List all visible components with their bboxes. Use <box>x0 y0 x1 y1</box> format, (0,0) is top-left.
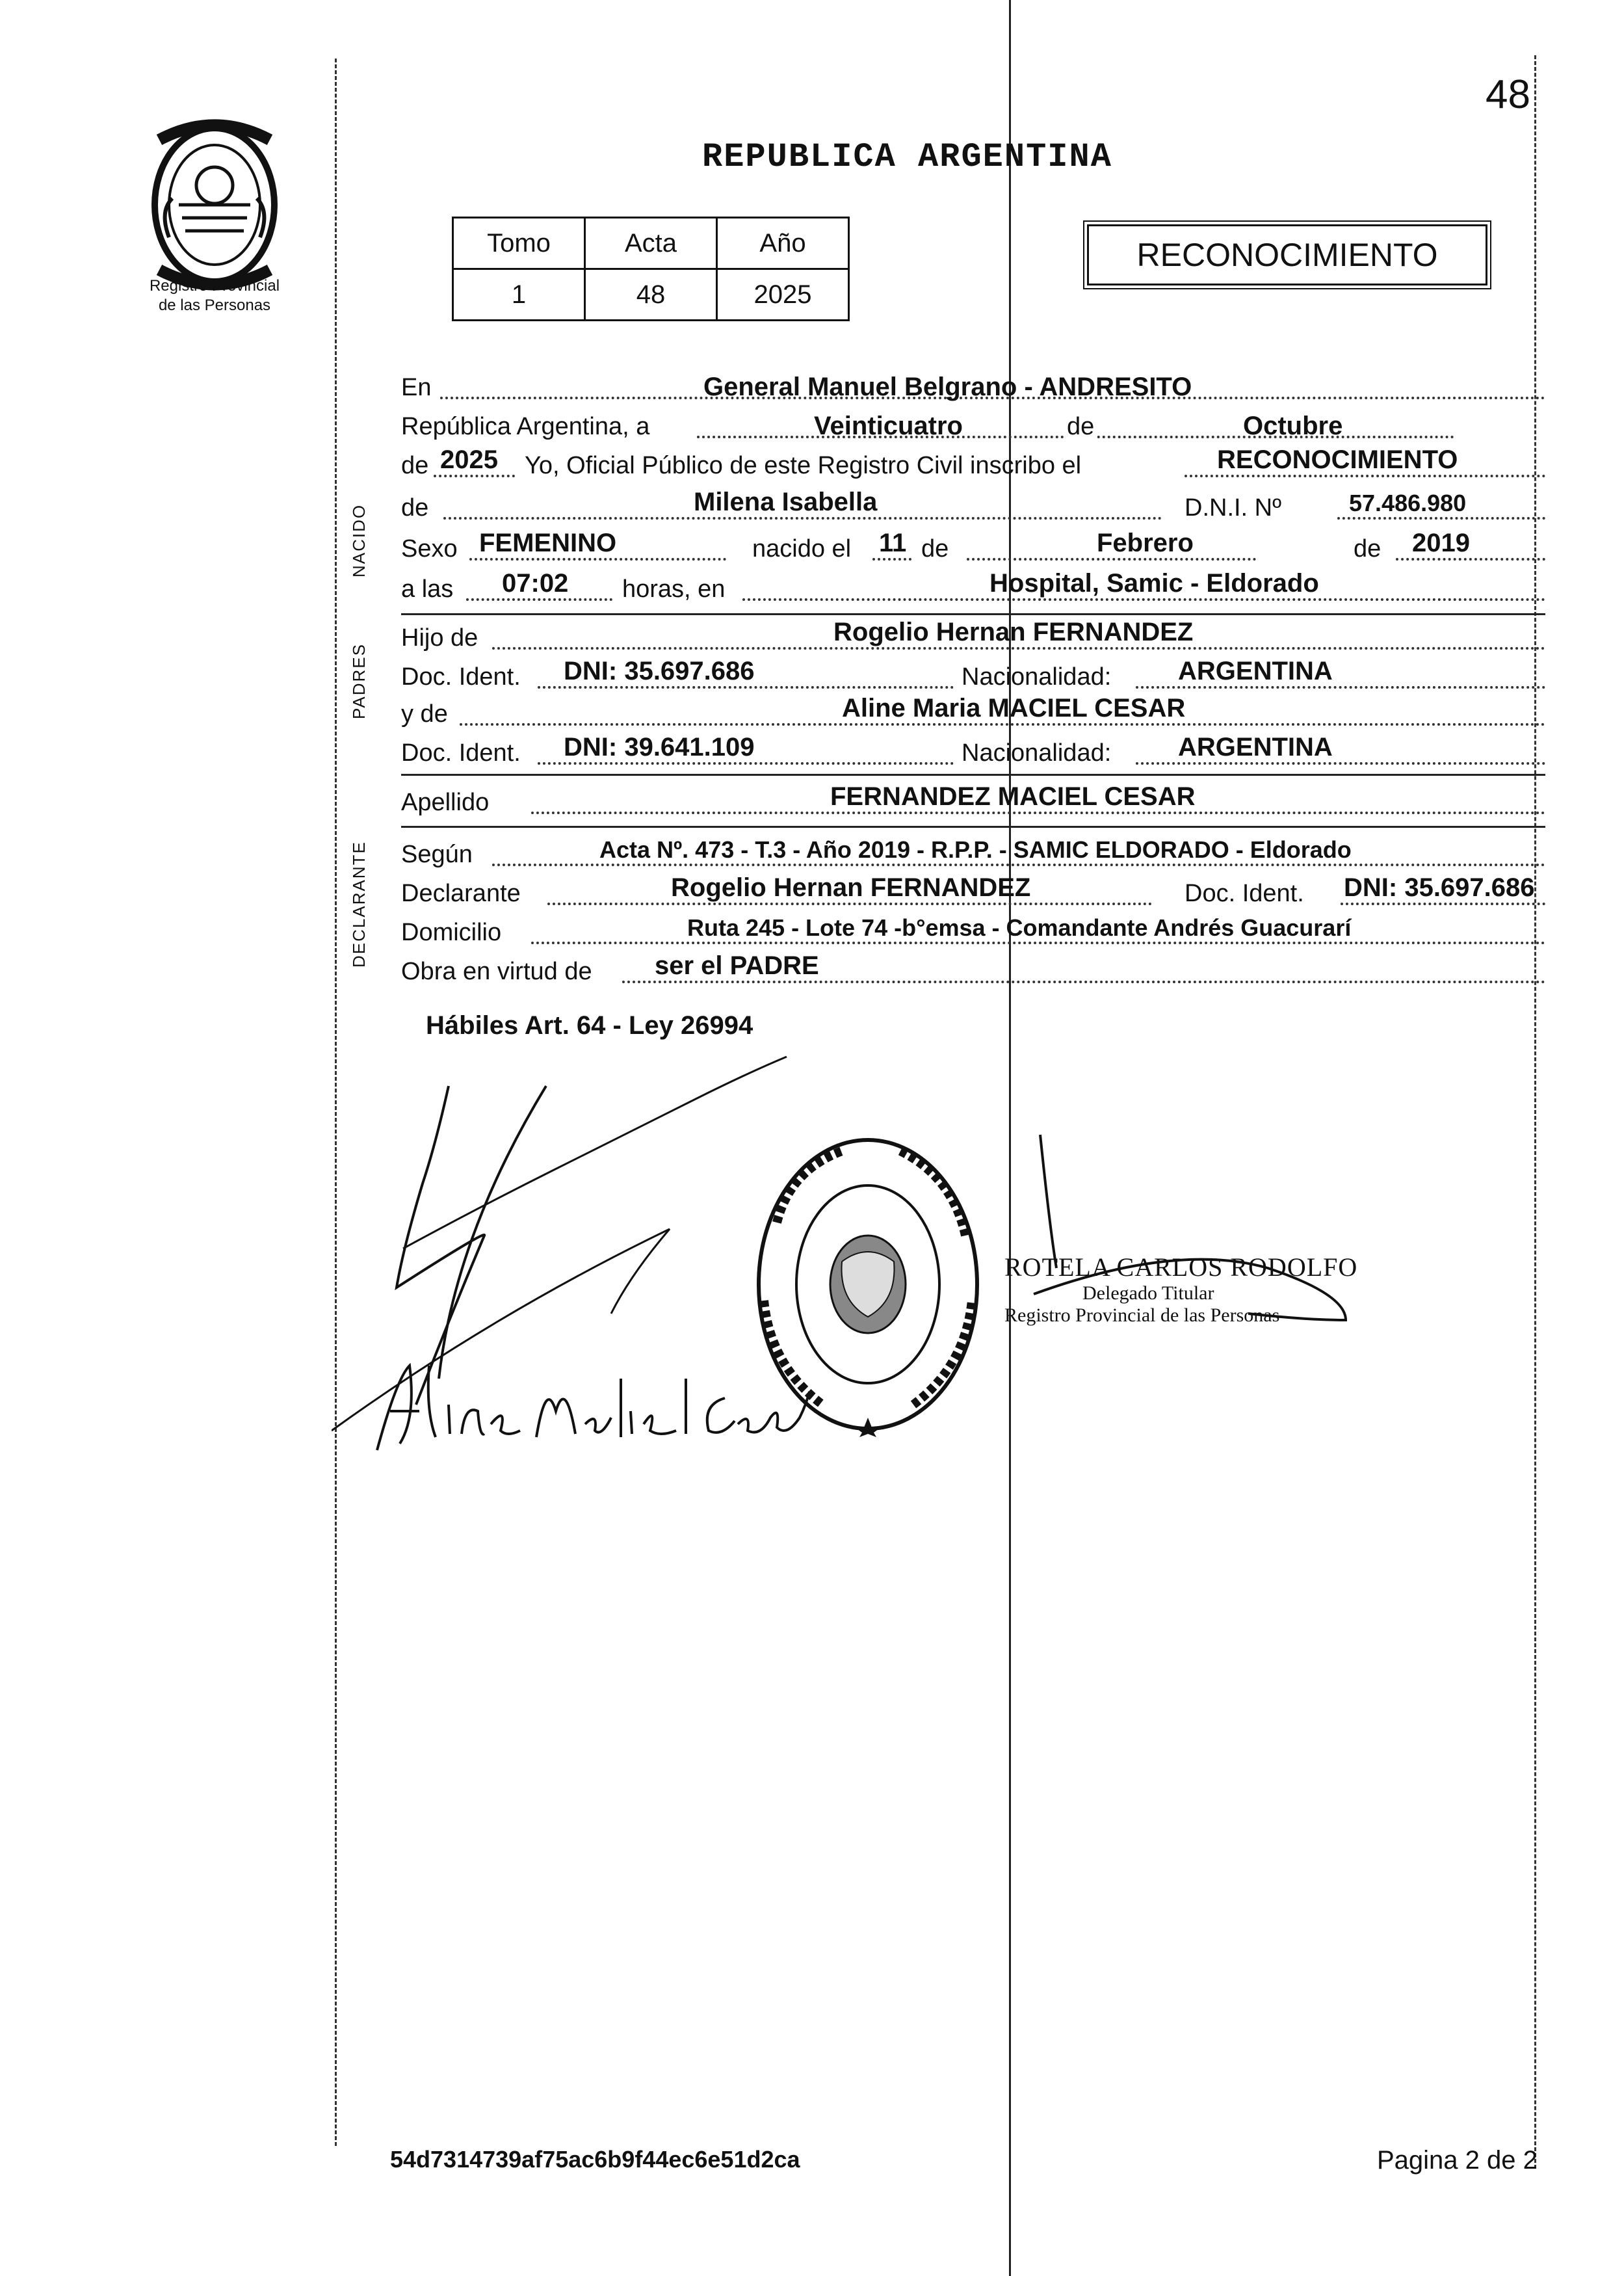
label-republica: República Argentina, a <box>401 413 650 440</box>
row-sexo <box>401 525 1545 567</box>
label-dni: D.N.I. Nº <box>1185 494 1281 522</box>
signer-name: ROTELA CARLOS RODOLFO <box>1004 1252 1358 1282</box>
signer-title-2: Registro Provincial de las Personas <box>1004 1304 1280 1326</box>
document-type-box: RECONOCIMIENTO <box>1087 224 1487 285</box>
registry-caption-line2: de las Personas <box>158 297 271 314</box>
registry-caption-line1: Registro Provincial <box>149 277 280 295</box>
row-madre-doc <box>401 730 1545 771</box>
value-doc-1: DNI: 35.697.686 <box>564 657 755 685</box>
label-segun: Según <box>401 841 473 868</box>
page-indicator: Pagina 2 de 2 <box>1377 2146 1538 2175</box>
value-dni: 57.486.980 <box>1349 490 1467 516</box>
row-madre <box>401 691 1545 732</box>
value-madre: Aline Maria MACIEL CESAR <box>842 694 1186 722</box>
value-tomo: 1 <box>453 269 585 321</box>
page-number: 48 <box>1486 72 1530 117</box>
label-alas: a las <box>401 576 454 603</box>
label-de: de <box>1064 413 1097 441</box>
value-mes: Octubre <box>1243 412 1343 440</box>
value-inscribo: RECONOCIMIENTO <box>1217 445 1458 474</box>
label-doc-1: Doc. Ident. <box>401 663 521 691</box>
value-domicilio: Ruta 245 - Lote 74 -b°emsa - Comandante Andrés Guacurarí <box>687 914 1352 941</box>
label-yde: y de <box>401 700 448 728</box>
label-nac-1: Nacionalidad: <box>962 663 1112 691</box>
label-horas-en: horas, en <box>622 576 726 603</box>
value-en: General Manuel Belgrano - ANDRESITO <box>703 373 1192 401</box>
text-yo: Yo, Oficial Público de este Registro Civil inscribo el <box>525 452 1082 479</box>
label-declarante: Declarante <box>401 880 521 907</box>
value-hora: 07:02 <box>502 569 569 598</box>
value-declarante: Rogelio Hernan FERNANDEZ <box>671 873 1031 902</box>
side-label-nacido: NACIDO <box>349 503 369 577</box>
value-obra: ser el PADRE <box>655 951 819 980</box>
label-doc-3: Doc. Ident. <box>1185 880 1304 907</box>
registry-caption <box>117 276 312 315</box>
value-nac-2: ARGENTINA <box>1178 733 1333 761</box>
side-label-padres: PADRES <box>349 643 369 719</box>
value-anio: 2025 <box>440 445 498 474</box>
label-de-2: de <box>401 452 429 479</box>
row-padre-doc <box>401 654 1545 695</box>
value-apellido: FERNANDEZ MACIEL CESAR <box>830 782 1196 811</box>
row-obra <box>401 948 1545 990</box>
acta-table <box>452 217 850 321</box>
label-de-4: de <box>921 535 949 562</box>
label-en: En <box>401 374 432 401</box>
row-declarante <box>401 870 1545 912</box>
value-lugar: Hospital, Samic - Eldorado <box>989 569 1319 598</box>
country-title: REPUBLICA ARGENTINA <box>702 138 1112 176</box>
value-anio: 2025 <box>717 269 849 321</box>
row-padre <box>401 615 1545 656</box>
row-anio-inscribo <box>401 442 1545 484</box>
signer-block <box>1004 1252 1369 1327</box>
header-tomo: Tomo <box>453 218 585 269</box>
signer-title-1: Delegado Titular <box>1082 1282 1214 1304</box>
row-segun <box>401 831 1545 873</box>
label-apellido: Apellido <box>401 789 490 816</box>
row-en <box>401 364 1545 406</box>
label-de-5: de <box>1354 535 1382 562</box>
value-dia: Veinticuatro <box>814 412 963 440</box>
acta-table-header <box>453 218 849 269</box>
divider-padres <box>401 774 1545 776</box>
label-hijo: Hijo de <box>401 624 478 652</box>
row-republica <box>401 403 1545 445</box>
header-acta: Acta <box>585 218 717 269</box>
value-nac-dia: 11 <box>879 529 907 557</box>
label-obra: Obra en virtud de <box>401 958 592 985</box>
row-domicilio <box>401 909 1545 951</box>
value-nombre: Milena Isabella <box>694 488 878 516</box>
row-apellido <box>401 779 1545 821</box>
label-nacido: nacido el <box>752 535 852 562</box>
value-nac-anio: 2019 <box>1412 529 1470 557</box>
acta-table-values <box>453 269 849 321</box>
value-doc-2: DNI: 39.641.109 <box>564 733 755 761</box>
value-doc-3: DNI: 35.697.686 <box>1344 873 1535 902</box>
label-doc-2: Doc. Ident. <box>401 739 521 767</box>
row-nombre <box>401 484 1545 526</box>
divider-apellido <box>401 826 1545 828</box>
value-sexo: FEMENINO <box>479 529 617 557</box>
label-nac-2: Nacionalidad: <box>962 739 1112 767</box>
side-label-declarante: DECLARANTE <box>349 841 369 968</box>
value-nac-1: ARGENTINA <box>1178 657 1333 685</box>
habiles-note: Hábiles Art. 64 - Ley 26994 <box>426 1011 753 1040</box>
mother-signature <box>371 1353 813 1457</box>
row-hora-lugar <box>401 566 1545 607</box>
official-stamp-icon <box>751 1131 985 1437</box>
value-nac-mes: Febrero <box>1097 529 1194 557</box>
value-padre: Rogelio Hernan FERNANDEZ <box>833 618 1194 646</box>
header-anio: Año <box>717 218 849 269</box>
label-de-3: de <box>401 494 429 522</box>
label-domicilio: Domicilio <box>401 919 502 946</box>
value-acta: 48 <box>585 269 717 321</box>
document-hash: 54d7314739af75ac6b9f44ec6e51d2ca <box>390 2146 800 2173</box>
label-sexo: Sexo <box>401 535 458 562</box>
value-segun: Acta Nº. 473 - T.3 - Año 2019 - R.P.P. - SAMIC ELDORADO - Eldorado <box>599 836 1352 863</box>
